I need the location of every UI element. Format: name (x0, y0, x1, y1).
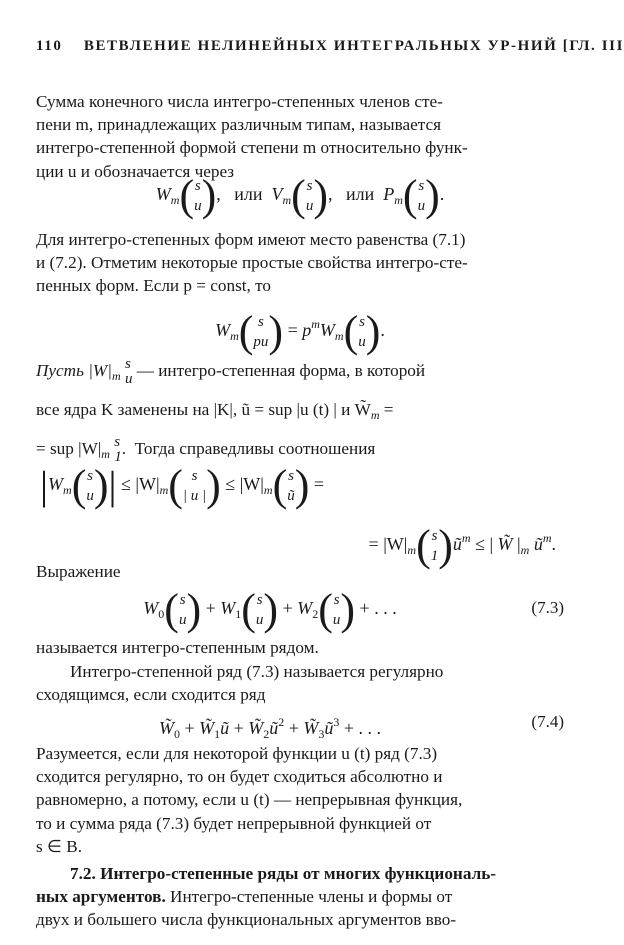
symbol-V: V (271, 184, 283, 204)
ellipsis: + . . . (359, 598, 397, 618)
equation-number: (7.4) (531, 712, 564, 731)
subscript: m (394, 193, 403, 207)
text-line: Пусть $|W|_m$ s u — интегро-степенная форма, в которой (36, 356, 426, 388)
ellipsis: + . . . (343, 718, 382, 738)
matrix-bottom: u (194, 197, 202, 214)
paragraph-6 (36, 660, 564, 706)
matrix-bottom: u (358, 333, 366, 350)
text-line: Для интегро-степенных форм имеют место равенства (7.1) (36, 230, 466, 249)
inequality-text: ≤ |W| (121, 474, 160, 494)
paragraph-2 (36, 228, 564, 298)
text-line: то и сумма ряда (7.3) будет непрерывной функцией от (36, 813, 432, 833)
text-line: Выражение (36, 562, 121, 581)
text-line: пенных форм. Если p = const, то (36, 276, 272, 296)
paragraph-3 (36, 354, 564, 471)
matrix-top: s (359, 313, 365, 330)
text-line: ции u и обозначается через (36, 161, 235, 181)
text-line: двух и большего числа функциональных аргументов вво- (36, 910, 457, 930)
matrix-top: s (306, 177, 313, 194)
equation-forms: $W_m$( s u ), или $V_m$( s u ), или $P_m$( s u ). (155, 170, 445, 220)
text-line: Разумеется, если для некоторой функции u (t) ряд (7.3) (36, 744, 438, 763)
text-line: и (7.2). Отметим некоторые простые свойства интегро-сте- (36, 253, 468, 273)
text-line (36, 885, 564, 908)
equation-7-4: $W̃_0$ + $W̃_1ũ$ + $W̃_2ũ^2$ + $W̃_3ũ^3$ + . . . (7.4) (36, 704, 564, 740)
text-line: все ядра K заменены на |K|, ũ = sup |u (t) | и $W̃_m$ = (36, 400, 394, 422)
page-number: 110 (36, 38, 63, 54)
subscript: m (170, 193, 180, 207)
matrix-bottom: u (417, 197, 426, 214)
running-title: ВЕТВЛЕНИЕ НЕЛИНЕЙНЫХ ИНТЕГРАЛЬНЫХ УР-НИЙ [ГЛ. III (83, 38, 624, 54)
superscript: m (311, 317, 320, 331)
inequality-text: ≤ |W| (225, 474, 264, 494)
text-fragment: — интегро-степенная форма, в которой (136, 361, 426, 380)
text-line: называется интегро-степенным рядом. (36, 638, 319, 657)
matrix-top: s (194, 177, 201, 194)
text-line (36, 660, 564, 683)
equation-inequality-1: $|W_m$( s u )| ≤ $|W|_m$( s | u | ) ≤ $|W|_m$( s ũ ) = (40, 460, 325, 510)
matrix-bottom: u (305, 197, 314, 214)
word-or: или (345, 184, 375, 204)
matrix-top: s (418, 177, 425, 194)
text-fragment: = sup |W| (36, 439, 102, 458)
word-or: или (234, 184, 263, 204)
paragraph-8 (36, 862, 564, 932)
symbol-W: W (155, 184, 171, 204)
section-heading-cont: ных аргументов. (36, 887, 166, 907)
text-fragment: Тогда справедливы соотношения (134, 439, 376, 458)
text-fragment: Интегро-степенной ряд (7.3) называется регулярно (70, 662, 444, 681)
equation-inequality-2: = $|W|_m$( s 1 )$ũ^m$ ≤ | W̃ $|_m$ $ũ^m$. (368, 520, 556, 570)
symbol-P: P (383, 184, 395, 204)
subscript: m (282, 193, 292, 207)
text-fragment: = (383, 400, 394, 419)
equation-number: (7.3) (531, 598, 564, 617)
text-line: сходится регулярно, то он будет сходиться абсолютно и (36, 767, 443, 787)
text-fragment: все ядра K заменены на |K|, ũ = sup |u (t) | и W̃ (36, 400, 371, 419)
text-line: Сумма конечного числа интегро-степенных членов сте- (36, 92, 443, 111)
text-fragment: Пусть |W| (36, 361, 112, 380)
text-line: пени m, принадлежащих различным типам, называется (36, 115, 441, 135)
equation-homogeneity: $W_m$( s pu ) = $p^mW_m$( s u ). (215, 306, 385, 356)
text-line: = sup $|W|_m$ s 1 . Тогда справедливы соотношения (36, 434, 376, 466)
text-line: интегро-степенной формой степени m относительно функ- (36, 138, 468, 158)
inequality-text: = |W| (368, 534, 408, 554)
symbol-p: p (302, 320, 312, 340)
text-line: сходящимся, если сходится ряд (36, 685, 266, 705)
running-header (36, 38, 624, 55)
text-fragment: Интегро-степенные члены и формы от (170, 887, 453, 907)
paragraph-7 (36, 742, 564, 858)
text-line: равномерно, а потому, если u (t) — непрерывная функция, (36, 790, 463, 810)
equation-7-3: $W_0$( s u ) + $W_1$( s u ) + $W_2$( s u ) + . . . (7.3) (36, 580, 564, 636)
matrix-top: s (258, 313, 264, 330)
section-heading: 7.2. Интегро-степенные ряды от многих функциональ- (70, 864, 497, 883)
paragraph-5 (36, 636, 564, 659)
matrix-bottom: pu (253, 333, 269, 350)
text-line: s ∈ B. (36, 836, 83, 856)
